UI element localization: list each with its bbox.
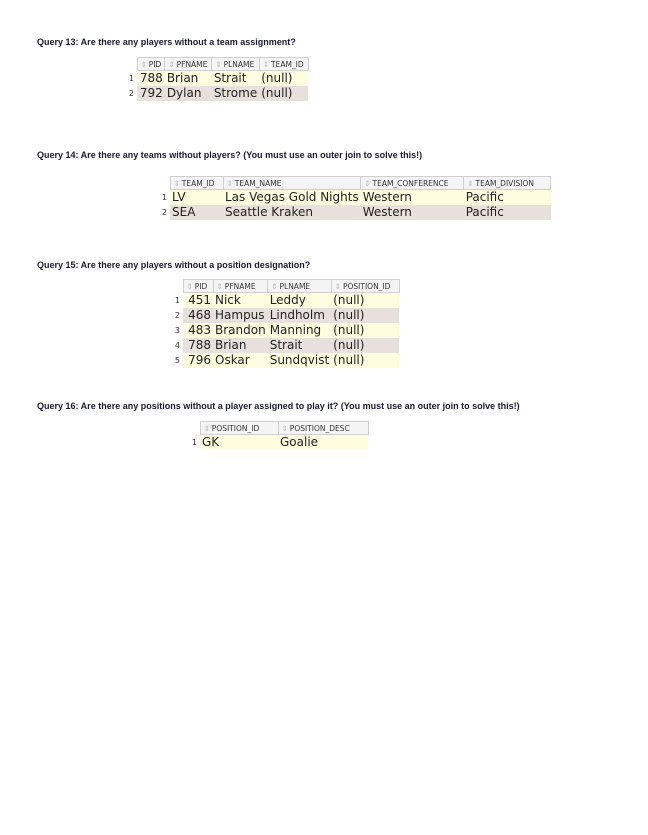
column-header[interactable] (361, 177, 464, 190)
column-header[interactable] (259, 58, 308, 71)
table-cell[interactable]: Goalie (278, 435, 368, 451)
table-cell[interactable]: (null) (331, 338, 399, 353)
row-number: 2 (142, 205, 170, 220)
row-number: 1 (116, 71, 137, 87)
column-header-label: PLNAME (279, 281, 311, 291)
sort-icon: ⇕ (271, 281, 278, 291)
column-header[interactable] (278, 422, 368, 435)
row-number: 2 (163, 308, 183, 323)
column-header-label: POSITION_DESC (289, 423, 350, 433)
table-cell[interactable]: Western (361, 190, 464, 206)
table-cell[interactable]: Hampus (213, 308, 268, 323)
column-header[interactable] (268, 280, 331, 293)
table-cell[interactable]: SEA (170, 205, 223, 220)
table-cell[interactable]: (null) (331, 323, 399, 338)
table-cell[interactable]: Dylan (165, 86, 212, 101)
table-cell[interactable]: (null) (259, 86, 308, 101)
column-header[interactable] (165, 58, 212, 71)
table-cell[interactable]: (null) (331, 308, 399, 323)
column-header[interactable] (170, 177, 223, 190)
table-cell[interactable]: Pacific (464, 205, 551, 220)
table-cell[interactable]: Western (361, 205, 464, 220)
query-heading: Query 14: Are there any teams without players? (You must use an outer join to solve this!) (37, 150, 423, 160)
column-header-label: PFNAME (176, 59, 208, 69)
query-heading: Query 15: Are there any players without a position designation? (37, 260, 311, 270)
row-number: 3 (163, 323, 183, 338)
column-header[interactable] (212, 58, 259, 71)
column-header-label: TEAM_NAME (234, 178, 282, 188)
table-row[interactable] (116, 86, 308, 101)
table-cell[interactable]: Strait (268, 338, 331, 353)
column-header-label: TEAM_ID (181, 178, 215, 188)
table-row[interactable] (142, 205, 551, 220)
result-grid (163, 279, 400, 368)
table-cell[interactable]: 788 (137, 71, 165, 87)
column-header-label: TEAM_DIVISION (475, 178, 534, 188)
table-cell[interactable]: Strait (212, 71, 259, 87)
column-header[interactable] (183, 280, 213, 293)
sort-icon: ⇕ (334, 281, 341, 291)
table-cell[interactable]: Strome (213, 86, 258, 100)
column-header-label: TEAM_ID (271, 59, 304, 69)
column-header[interactable] (464, 177, 551, 190)
table-cell[interactable]: (null) (331, 293, 399, 309)
table-cell[interactable]: (null) (259, 71, 308, 87)
column-header-label: PID (148, 59, 162, 69)
sort-icon: ⇕ (262, 59, 270, 69)
sort-icon: ⇕ (364, 178, 371, 188)
row-number-header (116, 58, 137, 71)
table-cell[interactable]: LV (170, 190, 223, 206)
sort-icon: ⇕ (140, 59, 147, 69)
column-header-label: TEAM_CONFERENCE (372, 178, 449, 188)
sort-icon: ⇕ (186, 281, 193, 291)
table-cell[interactable]: Lindholm (268, 308, 331, 323)
table-row[interactable] (163, 353, 399, 368)
row-number-header (180, 422, 200, 435)
column-header-label: PFNAME (224, 281, 256, 291)
table-cell[interactable]: Brian (165, 71, 212, 87)
row-number: 5 (163, 353, 183, 368)
table-cell[interactable]: 483 (183, 323, 213, 338)
row-number-header (142, 177, 170, 190)
table-cell[interactable]: Oskar (213, 353, 268, 368)
row-number: 1 (180, 435, 200, 451)
row-number: 1 (142, 190, 170, 206)
column-header[interactable] (331, 280, 399, 293)
table-cell[interactable]: GK (200, 435, 278, 451)
table-cell[interactable]: 796 (183, 353, 213, 368)
sort-icon: ⇕ (203, 423, 210, 433)
table-cell[interactable]: Pacific (464, 190, 551, 206)
table-cell[interactable]: Brian (213, 338, 268, 353)
column-header[interactable] (137, 58, 165, 71)
table-row[interactable] (163, 338, 399, 353)
table-cell[interactable]: Leddy (268, 293, 331, 309)
table-cell[interactable]: Las Vegas Gold Nights (225, 190, 359, 204)
result-grid (116, 57, 309, 101)
query-heading: Query 13: Are there any players without a team assignment? (37, 37, 296, 47)
table-cell[interactable]: 468 (183, 308, 213, 323)
sort-icon: ⇕ (216, 281, 223, 291)
column-header[interactable] (213, 280, 268, 293)
table-cell[interactable]: Manning (268, 323, 331, 338)
table-row[interactable] (180, 435, 368, 451)
table-row[interactable] (116, 71, 308, 87)
sort-icon: ⇕ (173, 178, 180, 188)
column-header-label: PLNAME (223, 59, 255, 69)
column-header[interactable] (200, 422, 278, 435)
sort-icon: ⇕ (467, 178, 474, 188)
table-cell[interactable]: 792 (137, 86, 165, 101)
row-number: 4 (163, 338, 183, 353)
sort-icon: ⇕ (226, 178, 233, 188)
query-heading: Query 16: Are there any positions without a player assigned to play it? (You must use an outer join to solve this!) (37, 401, 520, 411)
row-number: 2 (116, 86, 137, 101)
result-grid (142, 176, 551, 220)
result-grid (180, 421, 369, 450)
column-header[interactable] (223, 177, 361, 190)
column-header-label: POSITION_ID (211, 423, 260, 433)
table-cell[interactable]: 451 (183, 293, 213, 309)
table-cell[interactable]: Seattle Kraken (223, 205, 361, 220)
table-cell[interactable]: 788 (183, 338, 213, 353)
table-cell[interactable]: Brandon (215, 323, 266, 337)
table-row[interactable] (163, 308, 399, 323)
sort-icon: ⇕ (281, 423, 288, 433)
table-row[interactable] (163, 323, 399, 338)
table-cell[interactable]: Nick (213, 293, 268, 309)
table-row[interactable] (163, 293, 399, 309)
row-number: 1 (163, 293, 183, 309)
column-header-label: POSITION_ID (342, 281, 391, 291)
row-number-header (163, 280, 183, 293)
column-header-label: PID (194, 281, 208, 291)
table-row[interactable] (142, 190, 551, 206)
table-cell[interactable]: Sundqvist (269, 353, 330, 367)
table-cell[interactable]: (null) (331, 353, 399, 368)
sort-icon: ⇕ (215, 59, 222, 69)
sort-icon: ⇕ (168, 59, 175, 69)
